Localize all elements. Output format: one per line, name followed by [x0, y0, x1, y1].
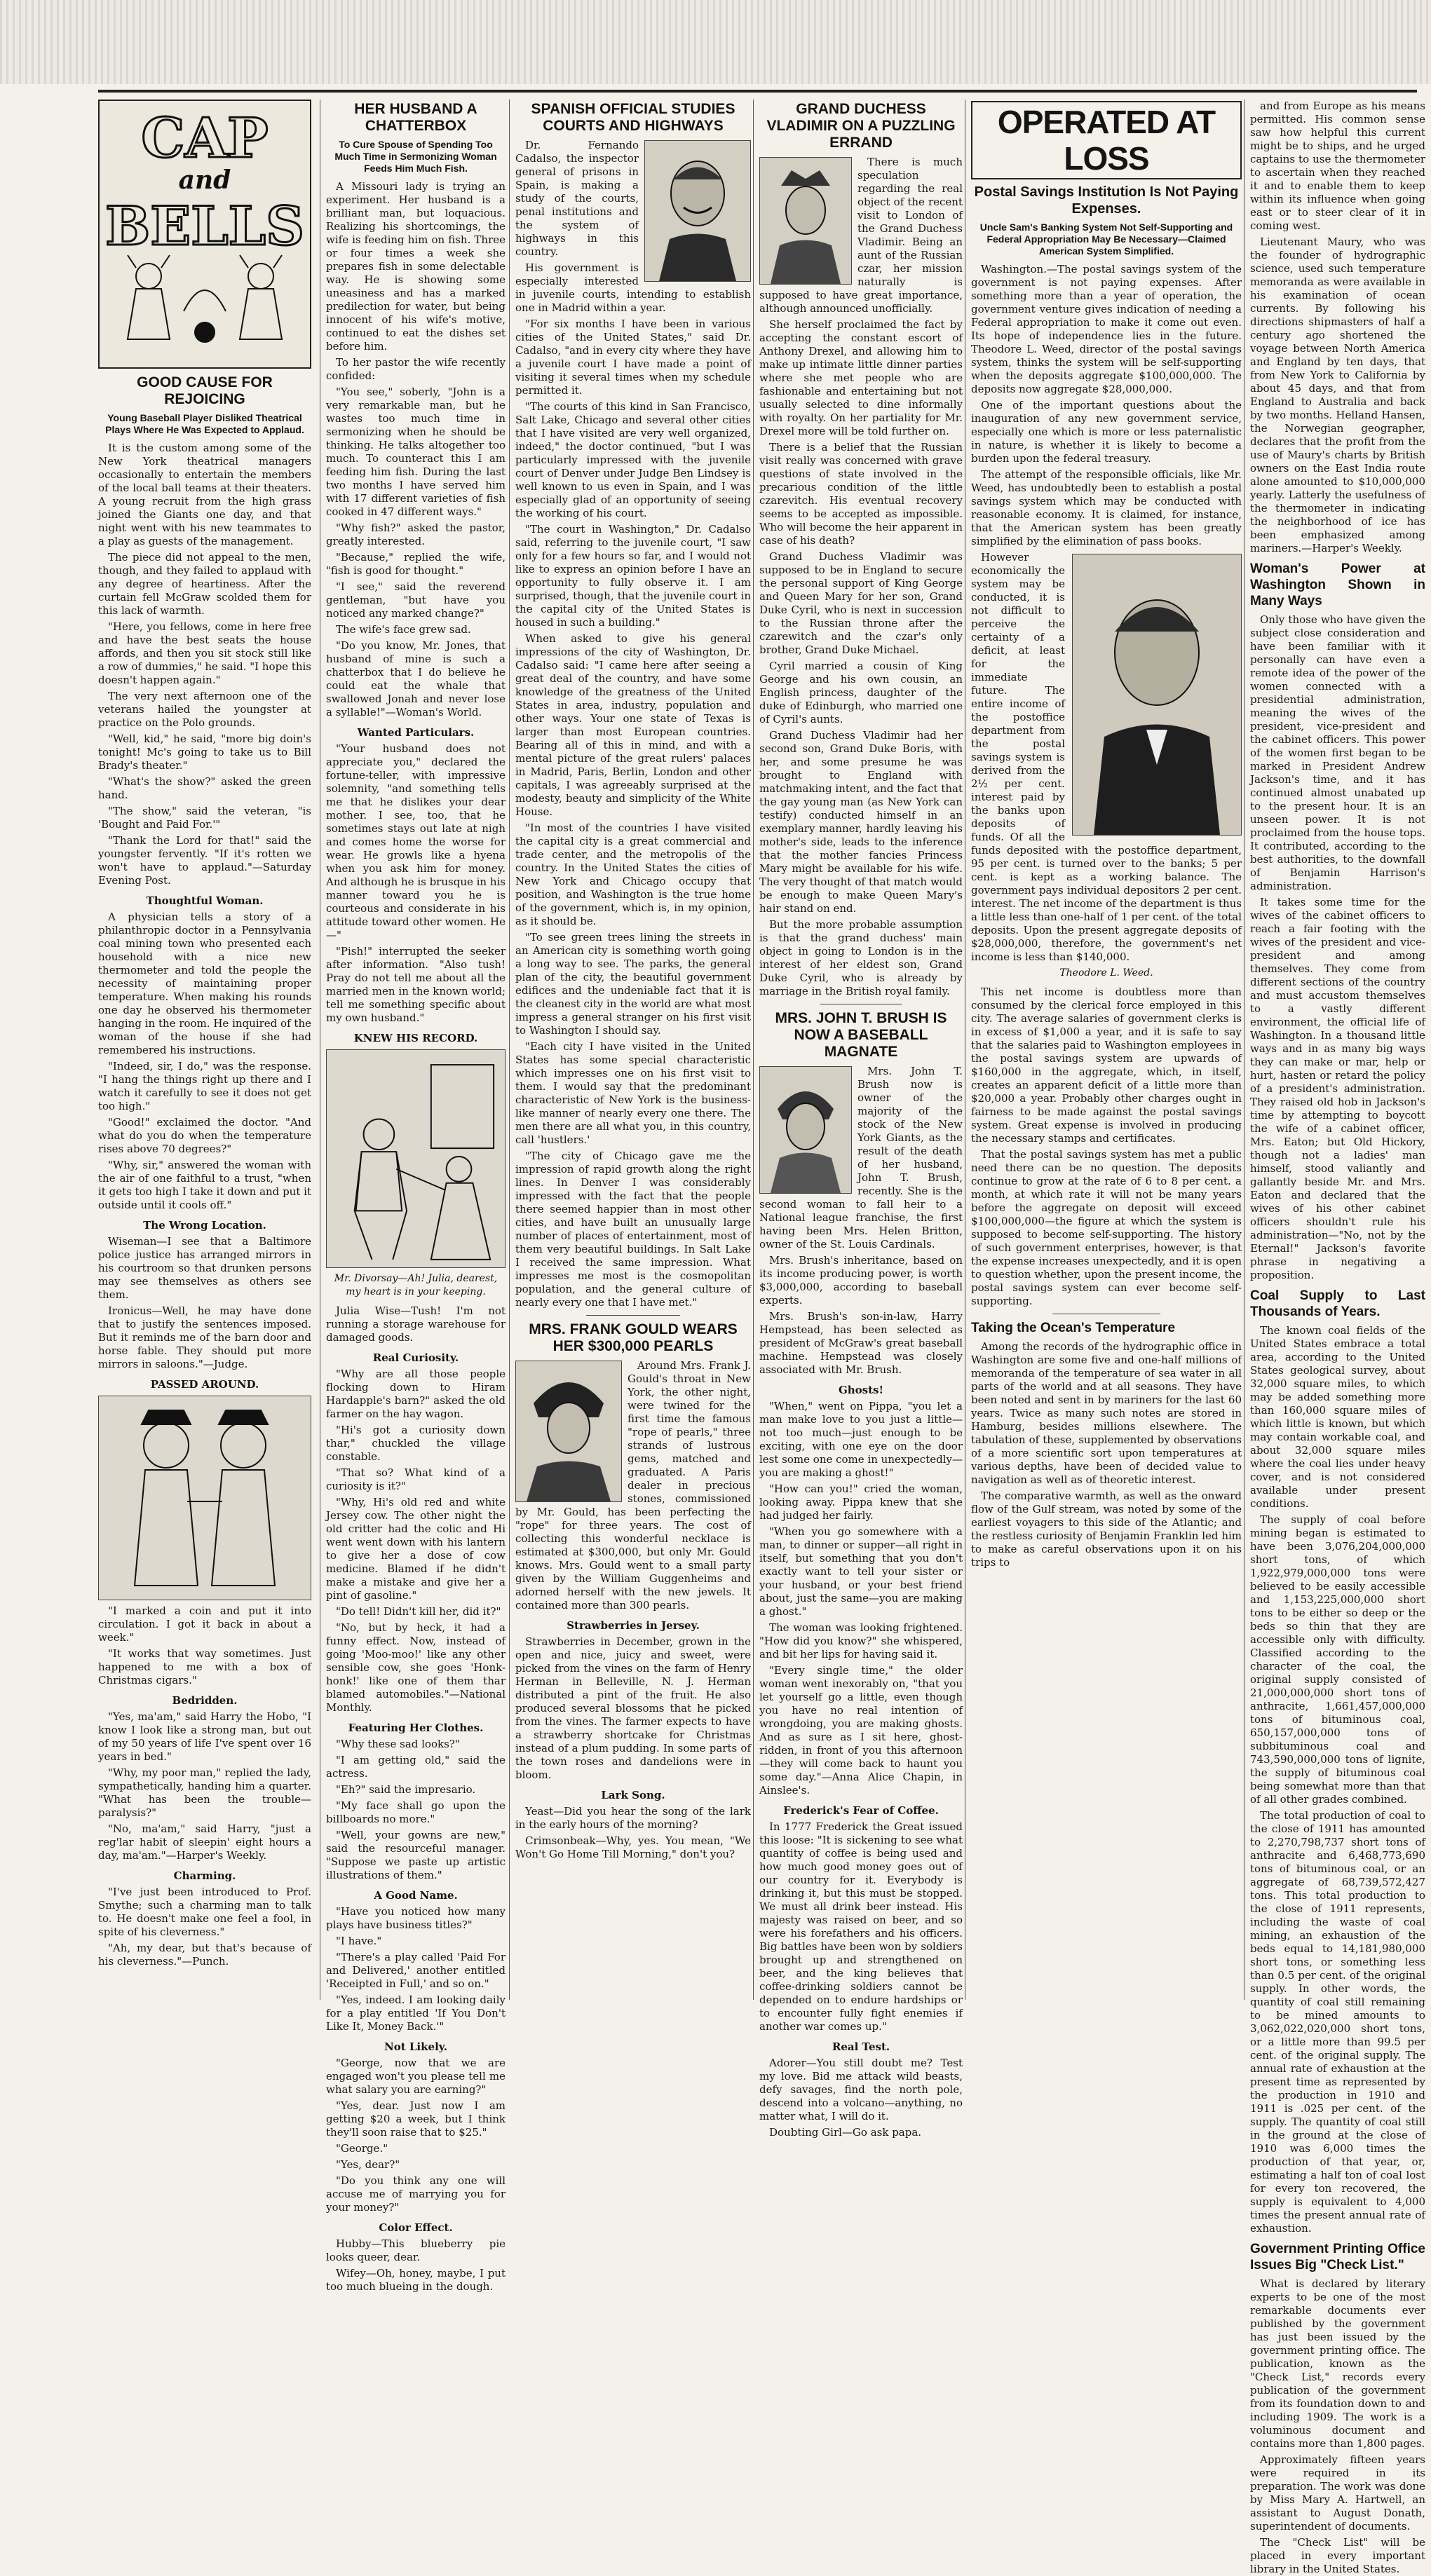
paragraph: "George, now that we are engaged won't you please tell me what salary you are earning?": [326, 2057, 506, 2096]
headline-grand-duchess: GRAND DUCHESS VLADIMIR ON A PUZZLING ERRAND: [766, 101, 956, 151]
paragraph: "The show," said the veteran, "is 'Bought and Paid For.'": [98, 805, 311, 831]
paragraph: "Pish!" interrupted the seeker after information. "Also tush! Pray do not tell me about all the married men in the known world; tell me something specific about my own husband.": [326, 945, 506, 1024]
paragraph: "Ah, my dear, but that's because of his cleverness."—Punch.: [98, 1942, 311, 1968]
headline-bedridden: Bedridden.: [172, 1694, 238, 1707]
paragraph: "Eh?" said the impresario.: [336, 1783, 476, 1796]
headline-passed-around: PASSED AROUND.: [150, 1378, 259, 1391]
headline-mrs-brush: MRS. JOHN T. BRUSH IS NOW A BASEBALL MAGNATE: [775, 1010, 947, 1060]
paragraph: "I marked a coin and put it into circulation. I got it back in about a week.": [98, 1604, 311, 1644]
paragraph: Ironicus—Well, he may have done that to justify the sentences imposed. But it reminds me of the barn door and horse fable. They should put more mirrors in saloons."—Judge.: [98, 1304, 311, 1370]
paragraph: But the more probable assumption is that the grand duchess' main object in going to London is in the interest of her eldest son, Grand Duke Cyril, who is already by marriage in the British royal family.: [759, 918, 963, 997]
paragraph: The supply of coal before mining began is estimated to have been 3,076,204,000,000 short tons, of which 1,922,979,000,000 tons were believed to be easily accessible and 1,153,225,000,000 short tons to be either so deep or the beds so thin that they are accessible only with difficulty. Classified according to the character of the coal, the original supply consisted of 21,000,000,000 short tons of anthracite, 1,661,457,000,000 tons of bituminous coal, 650,157,000,000 tons of subbituminous coal and 743,590,000,000 tons of lignite, the supply of bituminous coal being somewhat more than that of all other grades combined.: [1250, 1513, 1425, 1806]
paragraph: Cyril married a cousin of King George and his own cousin, an English princess, daughter of the duke of Edinburgh, who married one of Cyril's aunts.: [759, 660, 963, 725]
paragraph: Crimsonbeak—Why, yes. You mean, "We Won't Go Home Till Morning," don't you?: [515, 1834, 751, 1860]
paragraph: "Well, your gowns are new," said the resourceful manager. "Suppose we paste up artistic illustrations of them.": [326, 1829, 506, 1881]
paragraph: What is declared by literary experts to be one of the most remarkable documents ever published by the government has just been issued by the government printing office. The publication, known as the "Check List," records every publication of the government from its foundation down to and including 1909. The work is a voluminous document and contains more than 1,800 pages.: [1250, 2277, 1425, 2450]
paragraph: "Here, you fellows, come in here free and have the best seats the house affords, and then you sit stock still like a row of dummies," he said. "I hope this doesn't happen again.": [98, 620, 311, 686]
column-2: [320, 100, 506, 2293]
headline-charming: Charming.: [173, 1869, 236, 1882]
paragraph: His government is especially interested in juvenile courts, intending to establish one in Madrid within a year.: [515, 261, 751, 314]
paragraph: However economically the system may be conducted, it is not difficult to perceive the certainty of a deficit, at least for the immediate future. The entire income of the postoffice department from the postal savings system is derived from the 2½ per cent. interest paid by the banks upon deposits of funds. Of all the funds deposited with the postoffice department, 95 per cent. is turned over to the banks; 5 per cent. is kept as a working balance. The government pays individual depositors 2 per cent. interest. The net income of the department is thus a little less than one-half of 1 per cent. of the total deposits. Upon the present aggregate deposits of $28,000,000, therefore, the government's net income is less than $140,000.: [971, 551, 1242, 963]
paragraph: "Thank the Lord for that!" said the youngster fervently. "If it's rotten we won't have to applaud."—Saturday Evening Post.: [98, 834, 311, 887]
paragraph: Wiseman—I see that a Baltimore police justice has arranged mirrors in his courtroom so that drunken persons may see themselves as others see them.: [98, 1235, 311, 1301]
paragraph: Adorer—You still doubt me? Test my love. Bid me attack wild beasts, defy savages, find the north pole, descend into a volcano—anything, no matter what, I will do it.: [759, 2057, 963, 2122]
paragraph: "When you go somewhere with a man, to dinner or supper—all right in itself, but something that you don't exactly want to tell your sister or your husband, or your best friend about, just the same—you are making a ghost.": [759, 1525, 963, 1618]
portrait-cadalso: [644, 140, 751, 282]
caption-theodore-weed: Theodore L. Weed.: [1059, 967, 1153, 979]
paragraph: Approximately fifteen years were required in its preparation. The work was done by Miss Mary A. Hartwell, an assistant to August Donath, superintendent of documents.: [1250, 2453, 1425, 2533]
paragraph: That the postal savings system has met a public need there can be no question. The deposits continue to grow at the rate of 6 to 8 per cent. a month, at which rate it will not be many years before the aggregate on deposit will exceed $100,000,000—the figure at which the system is supposed to become self-supporting. The history of such government enterprises, however, is that the expense increases unexpectedly, and it is open to question whether, upon the present income, the postal savings system can ever become self-supporting.: [971, 1148, 1242, 1307]
paragraph: Mrs. John T. Brush now is owner of the majority of the stock of the New York Giants, as the result of the death of her husband, John T. Brush, recently. She is the second woman to fall heir to a National league franchise, the first having been Mrs. Helen Britton, owner of the St. Louis Cardinals.: [759, 1065, 963, 1250]
paragraph: "That so? What kind of a curiosity is it?": [326, 1466, 506, 1492]
paragraph: She herself proclaimed the fact by accepting the constant escort of Anthony Drexel, and allowing him to make up intimate little dinner parties where she met people who are fashionable and entertaining but not usually selected to dine informally with royalty. On her partiality for Mr. Drexel more will be told further on.: [759, 318, 963, 437]
portrait-mrs-gould: [515, 1361, 622, 1502]
paragraph: Grand Duchess Vladimir was supposed to be in England to secure the personal support of King George and Queen Mary for her son, Grand Duke Cyril, who is next in succession to the Russian throne after the czarewitch and the czar's only brother, Grand Duke Michael.: [759, 550, 963, 656]
paragraph: "Do you know, Mr. Jones, that husband of mine is such a chatterbox that I do believe he could eat the whale that swallowed Jonah and never lose a syllable!"—Woman's World.: [326, 639, 506, 718]
paragraph: It is the custom among some of the New York theatrical managers occasionally to entertain the members of the local ball teams at their theaters. A young recruit from the high grass joined the Giants one day, and that night went with his new teammates to a play as guests of the management.: [98, 442, 311, 547]
headline-wanted-particulars: Wanted Particulars.: [357, 726, 475, 739]
cap-and-bells-masthead: [98, 100, 311, 369]
two-men-cartoon-icon: [99, 1396, 311, 1600]
column-6: [1244, 100, 1425, 2575]
paragraph: The very next afternoon one of the veterans hailed the youngster at practice on the Polo grounds.: [98, 690, 311, 729]
paragraph: "Yes, dear. Just now I am getting $20 a week, but I think they'll soon raise that to $25.": [326, 2099, 506, 2139]
headline-real-curiosity: Real Curiosity.: [372, 1351, 459, 1364]
deck-postal-savings: Postal Savings Institution Is Not Paying Expenses.: [974, 184, 1239, 217]
paragraph: Yeast—Did you hear the song of the lark in the early hours of the morning?: [515, 1805, 751, 1831]
paragraph: "My face shall go upon the billboards no more.": [326, 1799, 506, 1825]
paragraph: Dr. Fernando Cadalso, the inspector general of prisons in Spain, is making a study of the courts, penal institutions and the system of highways in this country.: [515, 139, 639, 258]
paragraph: "George.": [336, 2142, 388, 2155]
headline-frank-gould: MRS. FRANK GOULD WEARS HER $300,000 PEARLS: [529, 1321, 738, 1354]
paragraph: "Well, kid," he said, "more big doin's tonight! Mc's going to take us to Bill Brady's theater.": [98, 732, 311, 772]
subdeck-postal-savings: Uncle Sam's Banking System Not Self-Supporting and Federal Appropriation May Be Necessary—Claimed American System Simplified.: [979, 222, 1233, 257]
headline-real-test: Real Test.: [832, 2040, 890, 2053]
paragraph: "You see," soberly, "John is a very remarkable man, but he wastes too much time in sermonizing when he should be thinking. He talks altogether too much. To counteract this I am feeding him fish. During the last two months I have served him with 17 different varieties of fish cooked in 47 different ways.": [326, 386, 506, 518]
paragraph: Doubting Girl—Go ask papa.: [769, 2126, 922, 2139]
paragraph: It takes some time for the wives of the cabinet officers to reach a fair footing with the wives of the president and vice-president and among themselves. They come from different sections of the country and must accustom themselves to a vastly different environment, the official life of Washington. In a thousand little ways and in as many big ways they can make or mar, help or hurt, hasten or retard the policy of a president's administration. They raised old hob in Jackson's time by attempting to boycott the wife of a cabinet officer, Mrs. Eaton; but Old Hickory, though not a ladies' man himself, stood valiantly and gallantly beside Mr. and Mrs. Eaton and declared that the wives of his other cabinet officers shouldn't rule his administration—"No, not by the Eternal!" Jackson's favorite phrase in negativing a proposition.: [1250, 896, 1425, 1281]
paragraph: The comparative warmth, as well as the onward flow of the Gulf stream, was noted by some of the earliest voyagers to this side of the Atlantic; and the restless curiosity of Benjamin Franklin led him to make as careful observations upon it on his trips to: [971, 1490, 1242, 1569]
paragraph: "In most of the countries I have visited the capital city is a great commercial and trade center, and the metropolis of the country. In the United States the cities of New York and Chicago occupy that position, and Washington is the true home of the government, which is, in my opinion, as it should be.: [515, 822, 751, 927]
paragraph: "Indeed, sir, I do," was the response. "I hang the things right up there and I watch it carefully to see it does not get too high.": [98, 1060, 311, 1112]
paragraph: "To see green trees lining the streets in an American city is something worth going a long way to see. The parks, the general plan of the city, the beautiful government edifices and the undeniable fact that it is the cleanest city in the world are what most impress a general stranger on his first visit to Washington I should say.: [515, 931, 751, 1037]
paragraph: The woman was looking frightened. "How did you know?" she whispered, and bit her lips for having said it.: [759, 1621, 963, 1661]
paragraph: Mrs. Brush's inheritance, based on its income producing power, is worth $3,000,000, according to baseball experts.: [759, 1254, 963, 1307]
masthead-line2: and: [178, 165, 231, 195]
headline-check-list: Government Printing Office Issues Big "Check List.": [1250, 2242, 1425, 2272]
paragraph: The wife's face grew sad.: [336, 623, 471, 636]
column-5: [965, 100, 1242, 2000]
column-4: [753, 100, 963, 2139]
paragraph: "Yes, indeed. I am looking daily for a play entitled 'If You Don't Like It, Money Back.'": [326, 1994, 506, 2033]
headline-not-likely: Not Likely.: [384, 2040, 447, 2053]
paragraph: "I am getting old," said the actress.: [326, 1754, 506, 1780]
woman-portrait-icon: [516, 1361, 621, 1501]
headline-lark-song: Lark Song.: [601, 1789, 665, 1801]
paragraph: There is much speculation regarding the real object of the recent visit to London of the Grand Duchess Vladimir. Being an aunt of the Russian czar, her mission naturally is supposed to have great importance, although announced unofficially.: [759, 156, 963, 315]
paragraph: Lieutenant Maury, who was the founder of hydrographic science, used such temperature memoranda as were available in his examination of ocean currents. By following his directions shipmasters of half a century ago shortened the voyage between North America and England by ten days, that from New York to California by about 45 days, and that from England to Australia and back by two months. Helland Hansen, the Norwegian geographer, declares that the profit from the use of Maury's charts by British owners on the East India route alone amounted to $10,000,000 yearly. Latterly the usefulness of the thermometer in indicating the neighborhood of ice has been emphasized among mariners.—Harper's Weekly.: [1250, 236, 1425, 554]
paragraph: Wifey—Oh, honey, maybe, I put too much blueing in the dough.: [326, 2267, 506, 2293]
paragraph: "Good!" exclaimed the doctor. "And what do you do when the temperature rises above 70 degrees?": [98, 1116, 311, 1155]
paragraph: In 1777 Frederick the Great issued this loose: "It is sickening to see what quantity of coffee is being used and how much good money goes out of our country for it. Everybody is drinking it, but this must be stopped. We must all drink beer instead. His majesty was raised on beer, and so were his forefathers and his officers. Big battles have been won by soldiers brought up and strengthened on beer, and the king believes that coffee-drinking soldiers cannot be depended on to endure hardships or to encounter fully fight enemies if another war comes up.": [759, 1820, 963, 2033]
deck-good-cause: Young Baseball Player Disliked Theatrical Plays Where He Was Expected to Applaud.: [105, 412, 304, 435]
paragraph: When asked to give his general impressions of the city of Washington, Dr. Cadalso said: "I came here after seeing a great deal of the country, and have some knowledge of the greatness of the United States in area, industry, population and other ways. Your one state of Texas is larger than most European countries. Bearing all of this in mind, and with a mental picture of the great rulers' palaces in Madrid, Paris, Berlin, London and other capitals, I was agreeably surprised at the modesty, beauty and simplicity of the White House.: [515, 632, 751, 818]
headline-good-cause: GOOD CAUSE FOR REJOICING: [137, 374, 273, 407]
paragraph: "Why, my poor man," replied the lady, sympathetically, handing him a quarter. "What has been the trouble—paralysis?": [98, 1766, 311, 1819]
paragraph: "Why, sir," answered the woman with the air of one faithful to a trust, "when it gets too high I take it down and put it outside until it cools off.": [98, 1159, 311, 1211]
paragraph: A physician tells a story of a philanthropic doctor in a Pennsylvania coal mining town who presented each household with a nice new thermometer and told the people the necessity of maintaining proper temperature. When making his rounds one day he observed his thermometer hanging in the room. He inquired of the woman of the house if she had remembered his instructions.: [98, 911, 311, 1056]
paragraph: "I've just been introduced to Prof. Smythe; such a charming man to talk to. He doesn't make one feel a fool, in spite of his cleverness.": [98, 1886, 311, 1938]
paragraph: "For six months I have been in various cities of the United States," said Dr. Cadalso, "and in every city where they have a juvenile court I have made a point of visiting it several times when my schedule permitted it.: [515, 318, 751, 397]
cartoon-knew-his-record: [326, 1049, 506, 1268]
paragraph: One of the important questions about the inauguration of any new government service, especially one which is more or less paternalistic in nature, is whether it is likely to become a burden upon the federal treasury.: [971, 399, 1242, 465]
paragraph: Around Mrs. Frank J. Gould's throat in New York, the other night, were twined for the first time the famous "rope of pearls," three strands of lustrous gems, matched and graduated. A Paris dealer in precious stones, commissioned by Mr. Gould, has been perfecting the "rope" for three years. The cost of collecting this wonderful necklace is estimated at $300,000, but only Mr. Gould knows. Mrs. Gould went to a small party given by the William Guggenheims and adorned herself with the new jewels. It contained more than 300 pearls.: [515, 1359, 751, 1611]
woman-portrait-icon: [760, 1067, 851, 1193]
paragraph: "Do tell! Didn't kill her, did it?": [336, 1605, 501, 1618]
paragraph: "It works that way sometimes. Just happened to me with a box of Christmas cigars.": [98, 1647, 311, 1686]
paragraph: "Yes, dear?": [336, 2158, 400, 2171]
paragraph: "I see," said the reverend gentleman, "but have you noticed any marked change?": [326, 580, 506, 620]
paragraph: Only those who have given the subject close consideration and have been familiar with it personally can have even a remote idea of the power of the women connected with a presidential administration, meaning the wives of the president, vice-president and the cabinet officers. This power of the women first began to be marked in President Andrew Jackson's time, and it has continued almost unabated up to the present hour. It is an unseen power. It is not proclaimed from the house tops. It contributed, according to the best authorities, to the downfall of Benjamin Harrison's administration.: [1250, 613, 1425, 892]
paragraph: "How can you!" cried the woman, looking away. Pippa knew that she had judged her fairly.: [759, 1483, 963, 1522]
paragraph: To her pastor the wife recently confided:: [326, 356, 506, 382]
paragraph: Grand Duchess Vladimir had her second son, Grand Duke Boris, with her, and some presume he was brought to England with matchmaking intent, and the fact that the gay young man (as New York can testify) conducted himself in an exemplary manner, hardly leaving his mother's side, leads to the inference that the mother fancies Princess Mary might be available for his wife. The very thought of that match would be enough to make Queen Mary's hair stand on end.: [759, 729, 963, 915]
column-3: [509, 100, 751, 2000]
scan-edge-band: [0, 0, 1431, 84]
headline-chatterbox: HER HUSBAND A CHATTERBOX: [354, 101, 477, 134]
paragraph: "Why fish?" asked the pastor, greatly interested.: [326, 522, 506, 547]
paragraph: This net income is doubtless more than consumed by the clerical force employed in this city. The average salaries of government clerks is in excess of $1,000 a year, and it is safe to say that the salaries paid to Washington employees in the postal savings system are upwards of $160,000 in the aggregate, which, in itself, creates an apparent deficit of a little more than $20,000 a year. Probably other charges ought in fairness to be made against the postal savings system. Great expense is involved in producing the necessary stamps and certificates.: [971, 986, 1242, 1145]
headline-good-name: A Good Name.: [374, 1889, 458, 1902]
paragraph: "What's the show?" asked the green hand.: [98, 775, 311, 801]
paragraph: "Every single time," the older woman went inexorably on, "that you let yourself go a little, even though you have no real intention of wrongdoing, you are making ghosts. And as sure as I sit here, ghost-ridden, in front of you this afternoon—they will come back to haunt you some day."—Anna Alice Chapin, in Ainslee's.: [759, 1664, 963, 1797]
headline-ocean-temperature: Taking the Ocean's Temperature: [971, 1321, 1176, 1335]
paragraph: The piece did not appeal to the men, though, and they failed to applaud with any degree of heartiness. After the curtain fell McGraw scolded them for this lack of warmth.: [98, 551, 311, 617]
paragraph: The attempt of the responsible officials, like Mr. Weed, has undoubtedly been to establish a postal savings system which may be conducted with reasonable economy. It is claimed, for instance, that the American system has been greatly simplified by the elimination of pass books.: [971, 468, 1242, 547]
paragraph: "Hi's got a curiosity down thar," chuckled the village constable.: [326, 1424, 506, 1463]
paragraph: The total production of coal to the close of 1911 has amounted to 2,270,798,737 short tons of anthracite and 6,468,773,690 tons of bituminous coal, or an aggregate of 68,739,572,427 tons. This total production to the close of 1911 represents, including the waste of coal mining, an exhaustion of the beds equal to 14,181,980,000 short tons, or something less than 0.5 per cent. of the original supply. In other words, the quantity of coal still remaining to be mined amounts to 3,062,022,020,000 short tons, or a little more than 99.5 per cent. of the original supply. The annual rate of exhaustion at the present time as represented by the production in 1910 and 1911 is .025 per cent. of the supply. The quantity of coal still in the ground at the close of 1910 was 6,000 times the production of that year, or, estimating a half ton of coal lost for every ton recovered, the supply is equivalent to 4,000 times the present annual rate of exhaustion.: [1250, 1809, 1425, 2235]
paragraph: "I have.": [336, 1935, 382, 1947]
paragraph: "No, but by heck, it had a funny effect. Now, instead of going 'Moo-moo!' like any other sensible cow, she goes 'Honk-honk!' like one of them thar blamed automobiles."—National Monthly.: [326, 1621, 506, 1714]
headline-knew-his-record: KNEW HIS RECORD.: [353, 1032, 478, 1044]
paragraph: and from Europe as his means permitted. His common sense saw how helpful this current might be to ships, and he urged captains to use the thermometer to ascertain when they reached it and to enable them to keep within its influence when going east or to steer clear of it in coming west.: [1250, 100, 1425, 232]
paragraph: Mrs. Brush's son-in-law, Harry Hempstead, has been selected as president of McGraw's great baseball machine. Hempstead was closely associated with Mr. Brush.: [759, 1310, 963, 1376]
headline-thoughtful-woman: Thoughtful Woman.: [146, 894, 264, 907]
paragraph: "Your husband does not appreciate you," declared the fortune-teller, with impressive solemnity, "and something tells me that he dislikes your dear mother. I see, too, that he sometimes stays out late at nigh and comes home the worse for wear. He growls like a hyena when you ask him for money. And although he is brusque in his manner toward you he is courteous and considerate in his attitude toward other women. He—": [326, 742, 506, 941]
portrait-grand-duchess: [759, 157, 852, 285]
headline-fredericks-fear: Frederick's Fear of Coffee.: [783, 1804, 939, 1817]
paragraph: "Do you think any one will accuse me of marrying you for your money?": [326, 2174, 506, 2214]
headline-strawberries: Strawberries in Jersey.: [567, 1619, 700, 1632]
courting-couple-cartoon-icon: [327, 1050, 505, 1267]
man-portrait-icon: [1073, 554, 1241, 835]
paragraph: "Have you noticed how many plays have business titles?": [326, 1905, 506, 1931]
headline-color-effect: Color Effect.: [379, 2221, 453, 2234]
paragraph: There is a belief that the Russian visit really was concerned with grave questions of state involved in the precarious condition of the little czarevitch. His eventual recovery seems to be accepted as impossible. Who will become the heir apparent in case of his death?: [759, 441, 963, 547]
divider: [586, 1315, 680, 1316]
headline-spanish-official: SPANISH OFFICIAL STUDIES COURTS AND HIGHWAYS: [531, 101, 735, 134]
paragraph: "Why these sad looks?": [336, 1738, 460, 1750]
headline-womans-power: Woman's Power at Washington Shown in Many Ways: [1250, 561, 1425, 608]
paragraph: "No, ma'am," said Harry, "just a reg'lar habit of sleepin' eight hours a day, ma'am."—Harper's Weekly.: [98, 1822, 311, 1862]
paragraph: "The court in Washington," Dr. Cadalso said, referring to the juvenile court, "I saw only for a few hours so far, and I would not like to express an opinion before I have an opportunity to fully observe it. I am surprised, though, that the juvenile court in the capital city of the United States is housed in such a building.": [515, 523, 751, 629]
top-rule: [98, 90, 1417, 93]
column-1: [98, 100, 311, 2000]
paragraph: Strawberries in December, grown in the open and nice, juicy and sweet, were picked from the vines on the farm of Henry Herman in Belleville, N. J. Herman distributed a pint of the fruit. He also produced several blossoms that he picked from the vines. The farmer expects to have a strawberry shortcake for Christmas instead of a plum pudding. In some parts of the town roses and dandelions were in bloom.: [515, 1635, 751, 1781]
paragraph: "The city of Chicago gave me the impression of rapid growth along the right lines. In Denver I was considerably impressed with the fact that the people there seemed happier than in most other cities, and have built an unusually large number of places of entertainment, most of them very beautiful buildings. In Salt Lake I received the same impression. What impresses me most is the cosmopolitan population, and the general culture of nearly every one that I have met.": [515, 1150, 751, 1309]
headline-wrong-location: The Wrong Location.: [143, 1219, 266, 1232]
paragraph: Hubby—This blueberry pie looks queer, dear.: [326, 2237, 506, 2263]
paragraph: "When," went on Pippa, "you let a man make love to you just a little—not too much—just enough to be exciting, with one eye on the door lest some one come in unexpectedly—you are making a ghost!": [759, 1400, 963, 1479]
paragraph: "Because," replied the wife, "fish is good for thought.": [326, 551, 506, 577]
portrait-mrs-brush: [759, 1066, 852, 1194]
masthead-line3: BELLS: [105, 195, 304, 257]
paragraph: The known coal fields of the United States embrace a total area, according to the United States geological survey, about 32,000 square miles, to which may be added something more than 160,000 square miles of which little is known, but which may contain workable coal, and about 32,000 square miles where the coal lies under heavy cover, and is not considered available under present conditions.: [1250, 1324, 1425, 1510]
caption-knew-his-record: Mr. Divorsay—Ah! Julia, dearest, my heart is in your keeping.: [334, 1273, 498, 1297]
masthead-illustration: [100, 101, 310, 367]
paragraph: "Yes, ma'am," said Harry the Hobo, "I know I look like a strong man, but out of my 50 years of life I've spent over 16 years in bed.": [98, 1710, 311, 1763]
paragraph: Julia Wise—Tush! I'm not running a storage warehouse for damaged goods.: [326, 1304, 506, 1344]
man-portrait-icon: [645, 141, 750, 281]
paragraph: "There's a play called 'Paid For and Delivered,' another entitled 'Receipted in Full,' and so on.": [326, 1951, 506, 1990]
paragraph: Washington.—The postal savings system of the government is not paying expenses. After something more than a year of operation, the government venture gives indication of needing a Federal appropriation to make it come out even. Its hope of independence lies in the future. Theodore L. Weed, director of the postal savings system, thinks the system will be self-supporting when the deposits aggregate $100,000,000. The deposits now aggregate $28,000,000.: [971, 263, 1242, 395]
paragraph: Among the records of the hydrographic office in Washington are some five and one-half millions of memoranda of the temperature of sea water in all parts of the world and at all seasons. They have been noted and sent in by mariners for the last 60 years. Twice as many such notes are stored in Hamburg, besides millions elsewhere. The tabulation of these, supplemented by observations of a more scientific sort upon temperatures at various depths, have been of decided value to navigation as well as of theoretic interest.: [971, 1340, 1242, 1486]
portrait-theodore-weed: [1072, 554, 1242, 836]
paragraph: "Why, Hi's old red and white Jersey cow. The other night the old critter had the colic and Hi went went down with his lantern to give her a dose of cow medicine. Blamed if he didn't make a mistake and give her a pint of gasoline.": [326, 1496, 506, 1602]
headline-operated-at-loss: OPERATED AT LOSS: [971, 101, 1242, 179]
deck-chatterbox: To Cure Spouse of Spending Too Much Time in Sermonizing Woman Feeds Him Much Fish.: [334, 139, 497, 174]
cartoon-passed-around: [98, 1396, 311, 1600]
paragraph: A Missouri lady is trying an experiment. Her husband is a brilliant man, but loquacious. Realizing his shortcomings, the wife is feeding him on fish. Three or four times a week she prepares fish in some delectable way. He is showing some uneasiness and has a marked predilection for water, but being innocent of his wife's motive, continued to eat the dishes set before him.: [326, 180, 506, 353]
duchess-portrait-icon: [760, 158, 851, 284]
headline-coal-supply: Coal Supply to Last Thousands of Years.: [1250, 1288, 1425, 1319]
paragraph: "Why are all those people flocking down to Hiram Hardapple's barn?" asked the old farmer on the hay wagon.: [326, 1368, 506, 1420]
paragraph: The "Check List" will be placed in every important library in the United States.: [1250, 2536, 1425, 2575]
paragraph: "The courts of this kind in San Francisco, Salt Lake, Chicago and several other cities that I have visited are very well organized, indeed," the doctor continued, "but I was particularly impressed with the juvenile court of Denver under Judge Ben Lindsey is well known to us even in Spain, and I was especially glad of an opportunity of seeing the working of his court.: [515, 400, 751, 519]
headline-ghosts: Ghosts!: [838, 1384, 884, 1396]
paragraph: "Each city I have visited in the United States has some special characteristic which impresses one on his first visit to them. I would say that the predominant characteristic of New York is the business-like manner of nearly every one there. The men there are all what you, in this country, call 'hustlers.': [515, 1040, 751, 1146]
masthead-line1: CAP: [141, 107, 269, 170]
headline-featuring-clothes: Featuring Her Clothes.: [348, 1722, 484, 1734]
